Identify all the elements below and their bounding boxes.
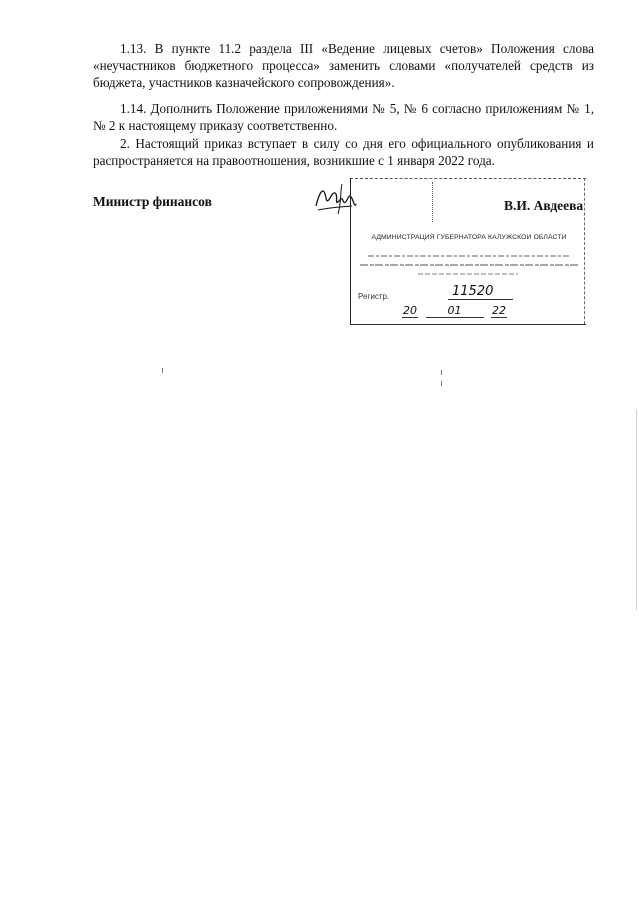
scan-speck [162, 368, 163, 373]
stamp-reg-label: Регистр. [358, 292, 390, 301]
paragraph-1-13: 1.13. В пункте 11.2 раздела III «Ведение лицевых счетов» Положения слова «неучастников бюджетного процесса» заменить словами «получателей средств из бюджета, участников казначейского сопровождения». [93, 41, 594, 90]
stamp-date-year: 22 [492, 304, 506, 317]
stamp-faint-text-lines [358, 250, 580, 280]
stamp-frame-right [584, 178, 586, 324]
signature-name: В.И. Авдеева [504, 198, 584, 213]
scan-speck [441, 370, 442, 375]
stamp-inner-marks [432, 182, 435, 222]
stamp-date [402, 304, 511, 318]
stamp-frame-bottom [350, 324, 586, 326]
stamp-frame-left [350, 178, 352, 324]
stamp-date-month: 01 [426, 304, 484, 318]
stamp-header: АДМИНИСТРАЦИЯ ГУБЕРНАТОРА КАЛУЖСКОЙ ОБЛАСТИ [371, 234, 567, 241]
stamp-reg-number: 11520 [448, 284, 513, 300]
stamp-date-day: 20 [403, 304, 417, 317]
signature-title: Министр финансов [93, 194, 212, 209]
stamp-frame-top [350, 178, 586, 180]
paragraph-2: 2. Настоящий приказ вступает в силу со дня его официального опубликования и распространяется на правоотношения, возникшие с 1 января 2022 года. [93, 136, 594, 168]
scan-speck [441, 381, 442, 386]
paragraph-1-14: 1.14. Дополнить Положение приложениями № 5, № 6 согласно приложениям № 1, № 2 к настоящему приказу соответственно. [93, 101, 594, 133]
scan-edge-line [636, 410, 637, 610]
